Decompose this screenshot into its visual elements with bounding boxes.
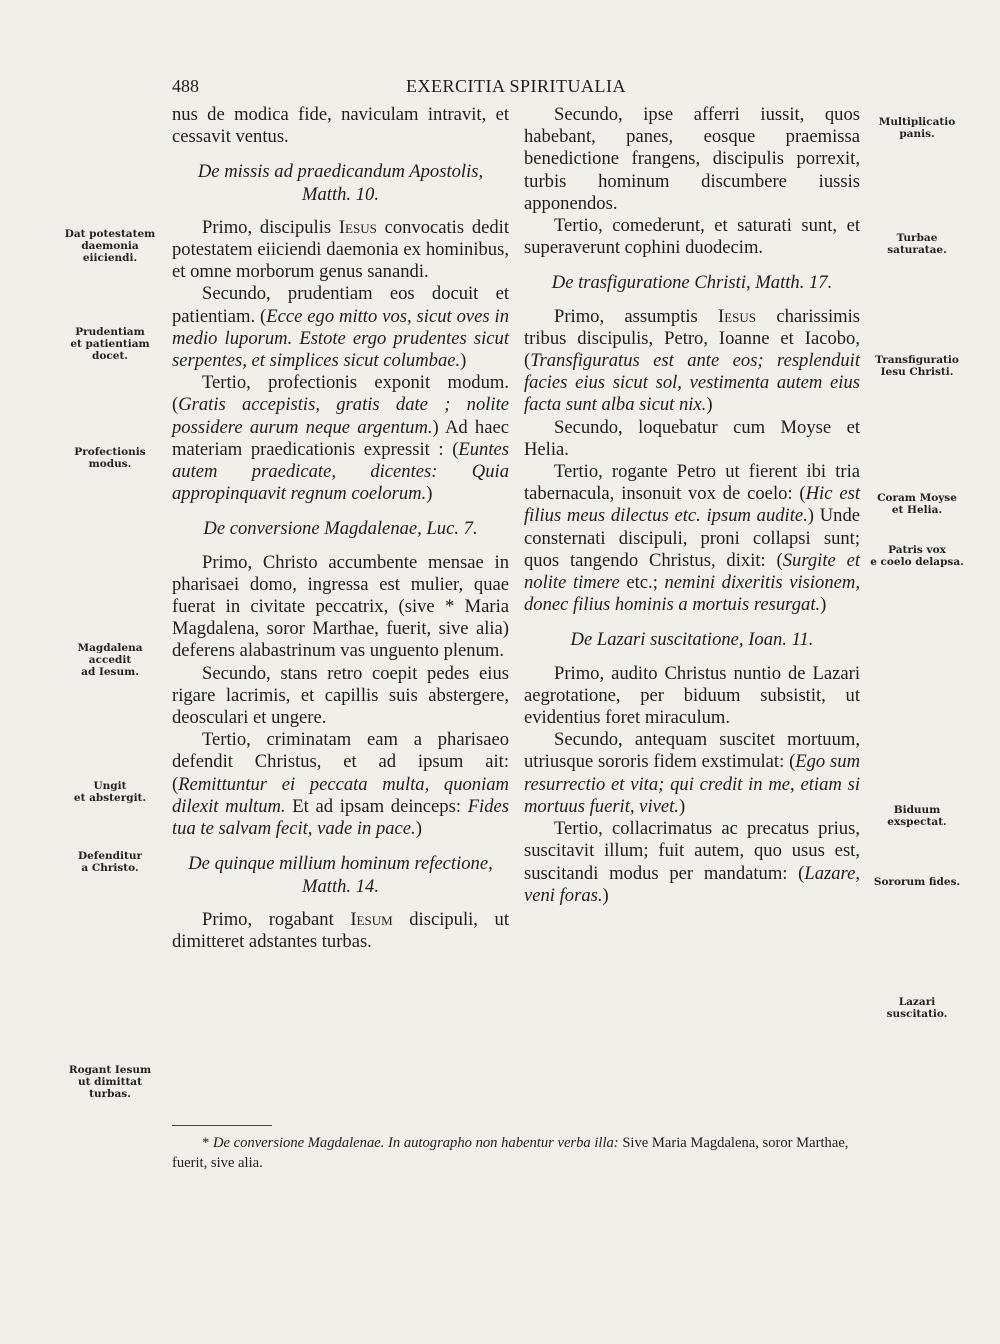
- text-run: De missis ad praedicandum Apostolis, Matth. 10.: [197, 161, 484, 205]
- paragraph: [172, 217, 509, 284]
- paragraph: [524, 306, 860, 417]
- paragraph: [524, 417, 860, 461]
- margin-note-right: Multiplicatio panis.: [878, 116, 956, 140]
- paragraph: [172, 104, 509, 148]
- footnote-text: [172, 1133, 862, 1173]
- footnote-rule: [172, 1125, 272, 1126]
- italic-text: Lazare, veni foras.: [524, 862, 860, 906]
- text-run: convocatis dedit potestatem eiiciendi daemonia ex hominibus, et omne morborum genus sanandi.: [172, 216, 509, 283]
- text-run: Primo, audito Christus nuntio de Lazari aegrotatione, per biduum subsistit, ut evidentius foret miraculum.: [524, 662, 860, 729]
- page-header: [172, 76, 860, 102]
- margin-note-left: Defenditur a Christo.: [78, 850, 142, 874]
- paragraph: [172, 283, 509, 372]
- paragraph: [172, 909, 509, 953]
- margin-note-left: Profectionis modus.: [74, 446, 146, 470]
- italic-text: Ego sum resurrectio et vita; qui credit in me, etiam si mortuus fuerit, vivet.: [524, 751, 860, 817]
- margin-note-left: Ungit et abstergit.: [73, 780, 147, 804]
- paragraph: [172, 552, 509, 663]
- margin-note-left: Magdalena accedit ad Iesum.: [77, 642, 143, 678]
- italic-text: Hic est filius meus dilectus etc. ipsum audite.: [524, 483, 860, 527]
- margin-note-right: Coram Moyse et Helia.: [877, 492, 957, 516]
- paragraph: [524, 663, 860, 730]
- text-run: ) Unde consternati discipuli, proni collapsi sunt; quos tangendo Christus, dixit: (: [524, 505, 860, 571]
- margin-note-right: Biduum exspectat.: [887, 804, 947, 828]
- text-run: Tertio, comederunt, et saturati sunt, et superaverunt cophini duodecim.: [524, 215, 860, 259]
- section-heading: [524, 629, 860, 651]
- running-title: EXERCITIA SPIRITUALIA: [406, 76, 626, 96]
- footnote: [172, 1133, 862, 1173]
- paragraph: [524, 461, 860, 616]
- paragraph: [524, 215, 860, 259]
- small-caps-text: Iesus: [338, 216, 377, 238]
- italic-text: Surgite et nolite timere: [524, 549, 860, 594]
- section-heading: [172, 161, 509, 205]
- margin-note-left: Dat potestatem daemonia eiiciendi.: [64, 228, 156, 264]
- text-run: ): [678, 795, 686, 817]
- text-run: Primo, discipulis: [202, 216, 339, 238]
- text-run: ): [602, 884, 609, 906]
- margin-note-left: Rogant Iesum ut dimittat turbas.: [68, 1064, 152, 1100]
- text-run: De quinque millium hominum refectione, Matth. 14.: [188, 853, 493, 897]
- italic-text: De conversione Magdalenae. In autographo non habentur verba illa:: [212, 1135, 619, 1151]
- italic-text: Gratis accepistis, gratis date ; nolite possidere aurum neque argentum.: [172, 394, 509, 438]
- margin-note-right: Transfiguratio Iesu Christi.: [875, 354, 959, 378]
- section-heading: [172, 518, 509, 540]
- text-run: discipuli, ut dimitteret adstantes turbas.: [172, 908, 509, 952]
- italic-text: Euntes autem praedicate, dicentes: Quia appropinquavit regnum coelorum.: [172, 438, 509, 505]
- italic-text: Fides tua te salvam fecit, vade in pace.: [172, 795, 509, 840]
- text-run: Secundo, loquebatur cum Moyse et Helia.: [524, 416, 860, 460]
- text-run: Tertio, criminatam eam a pharisaeo defendit Christus, et ad ipsum ait: (: [172, 729, 509, 795]
- text-run: etc.;: [619, 572, 665, 594]
- text-run: ): [460, 350, 467, 372]
- text-run: Tertio, profectionis exponit modum. (: [172, 372, 509, 416]
- margin-note-right: Lazari suscitatio.: [886, 996, 948, 1020]
- text-run: ): [706, 394, 713, 416]
- margin-note-right: Patris vox e coelo delapsa.: [870, 544, 964, 568]
- text-run: Primo, assumptis: [554, 305, 719, 327]
- text-run: Secundo, antequam suscitet mortuum, utriusque sororis fidem exstimulat: (: [524, 729, 860, 773]
- text-run: Primo, rogabant: [202, 908, 351, 930]
- margin-note-left: Prudentiam et patientiam docet.: [70, 326, 150, 362]
- section-heading: [524, 272, 860, 294]
- text-run: De trasfiguratione Christi, Matth. 17.: [551, 272, 833, 294]
- small-caps-text: Iesum: [350, 908, 393, 930]
- italic-text: nemini dixeritis visionem, donec filius hominis a mortuis resurgat.: [524, 572, 860, 616]
- italic-text: Remittuntur ei peccata multa, quoniam dilexit multum.: [172, 773, 509, 817]
- text-run: Sive Maria Magdalena, soror Marthae, fuerit, sive alia.: [172, 1135, 849, 1171]
- margin-note-right: Sororum fides.: [873, 876, 961, 888]
- text-run: nus de modica fide, naviculam intravit, et cessavit ventus.: [172, 104, 509, 148]
- margin-note-right: Turbae saturatae.: [887, 232, 947, 256]
- paragraph: [172, 729, 509, 840]
- text-run: Secundo, ipse afferri iussit, quos habebant, panes, eosque praemissa benedictione frangens, discipulis porrexit, turbis hominum discumbere iussis apponendos.: [524, 104, 860, 214]
- text-run: De conversione Magdalenae, Luc. 7.: [203, 518, 478, 540]
- italic-text: Ecce ego mitto vos, sicut oves in medio luporum. Estote ergo prudentes sicut serpentes, et simplices sicut columbae.: [172, 305, 509, 372]
- text-run: ): [415, 818, 422, 840]
- text-run: ): [820, 594, 827, 616]
- paragraph: [524, 729, 860, 818]
- paragraph: [524, 818, 860, 907]
- text-run: ) Ad haec materiam praedicationis expressit : (: [172, 416, 509, 460]
- text-run: Secundo, prudentiam eos docuit et patientiam. (: [172, 283, 509, 327]
- text-run: Tertio, collacrimatus ac precatus prius, suscitavit illum; fuit autem, quo usus est, suscitandi modus per mandatum: (: [524, 818, 860, 884]
- paragraph: [524, 104, 860, 215]
- page-number: 488: [172, 76, 199, 96]
- right-text-column: [524, 104, 860, 907]
- text-run: Secundo, stans retro coepit pedes eius rigare lacrimis, et capillis suis abstergere, deosculari et ungere.: [172, 662, 509, 729]
- text-run: Et ad ipsam deinceps:: [285, 795, 468, 817]
- text-run: Tertio, rogante Petro ut fierent ibi tria tabernacula, insonuit vox de coelo: (: [524, 461, 860, 505]
- paragraph: [172, 372, 509, 505]
- text-run: charissimis tribus discipulis, Petro, Ioanne et Iacobo, (: [524, 305, 860, 372]
- small-caps-text: Iesus: [718, 305, 757, 327]
- paragraph: [172, 663, 509, 730]
- italic-text: Transfiguratus est ante eos; resplenduit facies eius sicut sol, vestimenta autem eius facta sunt alba sicut nix.: [524, 350, 860, 416]
- text-run: Primo, Christo accumbente mensae in pharisaei domo, ingressa est mulier, quae fuerat in civitate peccatrix, (sive * Maria Magdalena, soror Marthae, fuerit, sive alia) deferens alabastrinum vas unguento plenum.: [172, 551, 509, 662]
- text-run: *: [202, 1135, 213, 1151]
- text-run: De Lazari suscitatione, Ioan. 11.: [570, 629, 814, 651]
- section-heading: [172, 853, 509, 897]
- left-text-column: [172, 104, 509, 953]
- text-run: ): [426, 483, 433, 505]
